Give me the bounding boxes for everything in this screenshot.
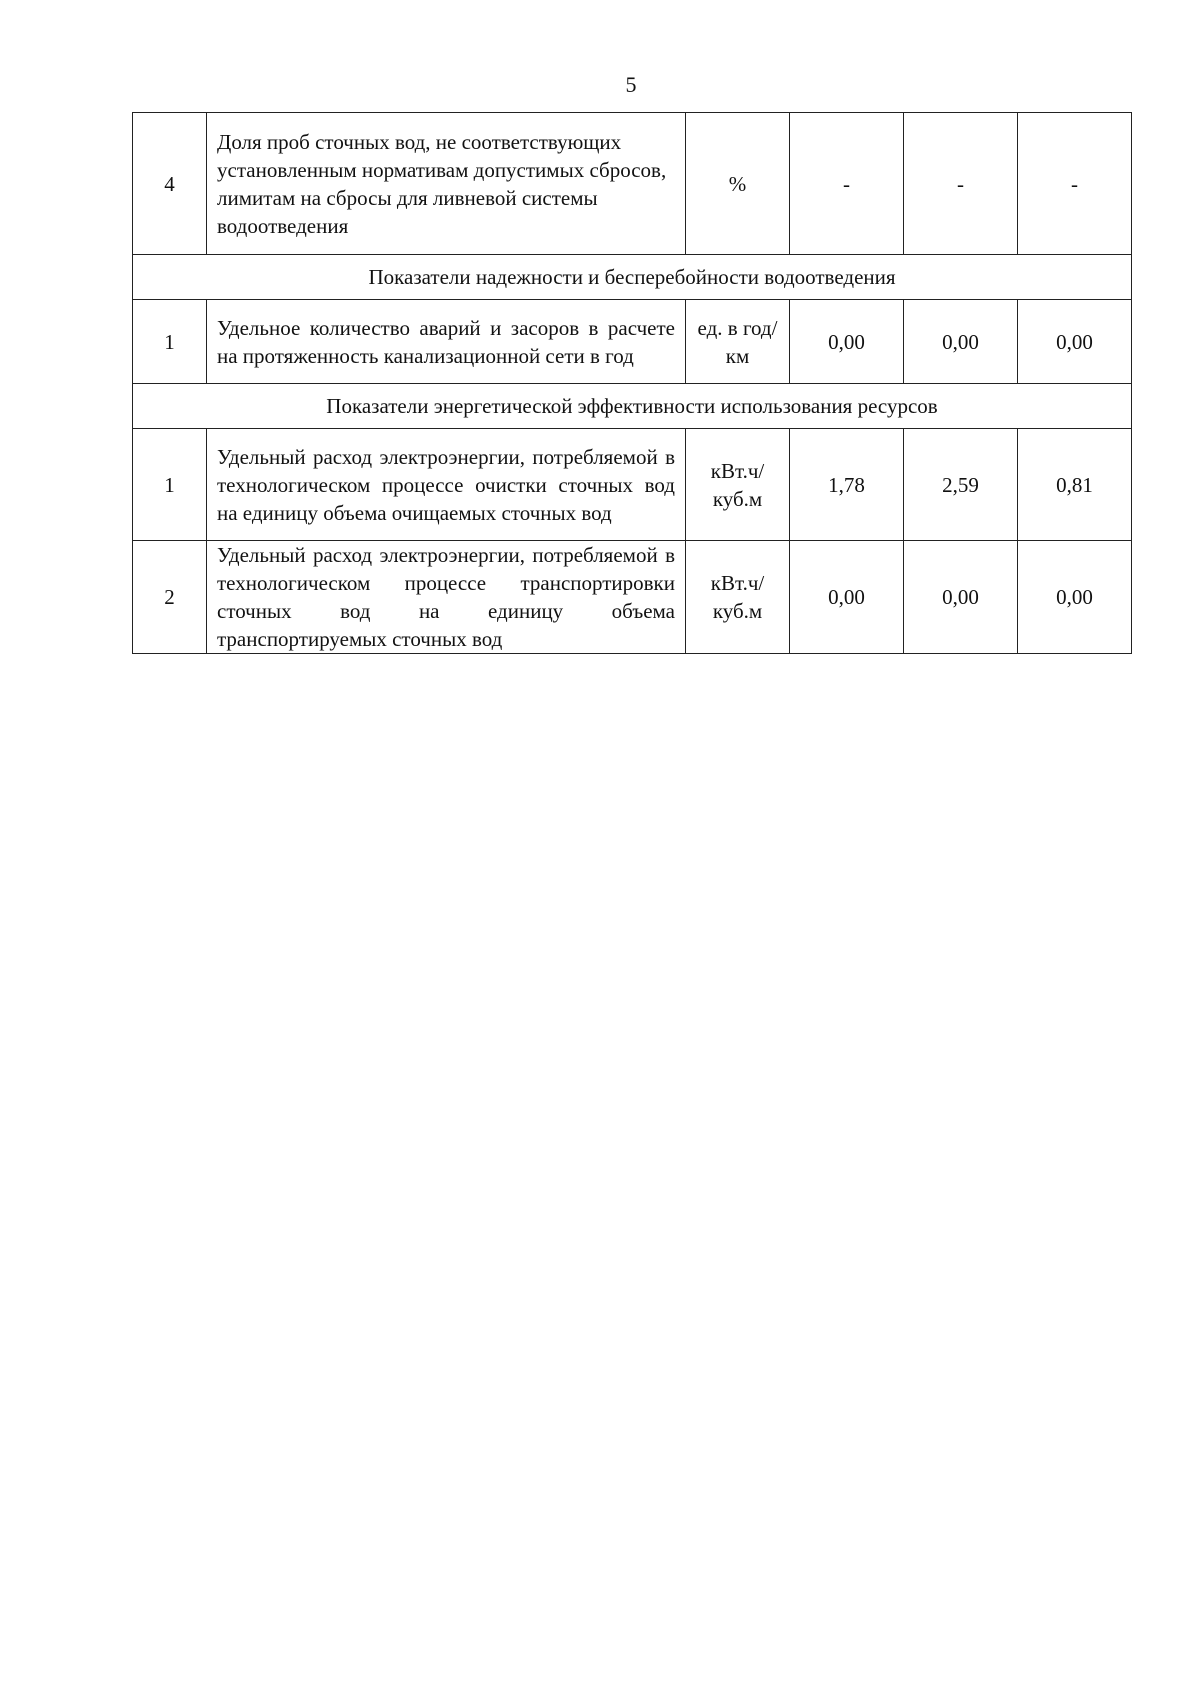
value-cell: 0,00 xyxy=(1018,300,1132,384)
row-number: 1 xyxy=(133,429,207,541)
value-cell: 0,00 xyxy=(904,300,1018,384)
indicator-description: Доля проб сточных вод, не соответствующих установленным нормативам допустимых сбросов, лимитам на сбросы для ливневой системы водоотведения xyxy=(207,113,686,255)
value-cell: 0,00 xyxy=(790,541,904,654)
row-number: 4 xyxy=(133,113,207,255)
value-cell: 0,00 xyxy=(1018,541,1132,654)
indicator-description: Удельный расход электроэнергии, потребляемой в технологическом процессе очистки сточных вод на единицу объема очищаемых сточных вод xyxy=(207,429,686,541)
value-cell: 0,00 xyxy=(904,541,1018,654)
page-number: 5 xyxy=(625,72,637,97)
row-number: 2 xyxy=(133,541,207,654)
table-row xyxy=(133,113,1132,255)
unit-cell: кВт.ч/ куб.м xyxy=(686,541,790,654)
table-row xyxy=(133,541,1132,654)
row-number: 1 xyxy=(133,300,207,384)
value-cell: 0,00 xyxy=(790,300,904,384)
value-cell: 2,59 xyxy=(904,429,1018,541)
unit-cell: % xyxy=(686,113,790,255)
unit-cell: кВт.ч/ куб.м xyxy=(686,429,790,541)
section-header-row xyxy=(133,255,1132,300)
value-cell: - xyxy=(790,113,904,255)
value-cell: 0,81 xyxy=(1018,429,1132,541)
section-header-row xyxy=(133,384,1132,429)
section-title-energy: Показатели энергетической эффективности использования ресурсов xyxy=(133,384,1132,429)
value-cell: 1,78 xyxy=(790,429,904,541)
indicator-description: Удельный расход электроэнергии, потребляемой в технологическом процессе транспортировки сточных вод на единицу объема транспортируемых сточных вод xyxy=(207,541,686,654)
value-cell: - xyxy=(1018,113,1132,255)
value-cell: - xyxy=(904,113,1018,255)
section-title-reliability: Показатели надежности и бесперебойности водоотведения xyxy=(133,255,1132,300)
unit-cell: ед. в год/ км xyxy=(686,300,790,384)
table-row xyxy=(133,300,1132,384)
indicator-description: Удельное количество аварий и засоров в расчете на протяженность канализационной сети в год xyxy=(207,300,686,384)
indicators-table xyxy=(132,112,1132,654)
table-row xyxy=(133,429,1132,541)
